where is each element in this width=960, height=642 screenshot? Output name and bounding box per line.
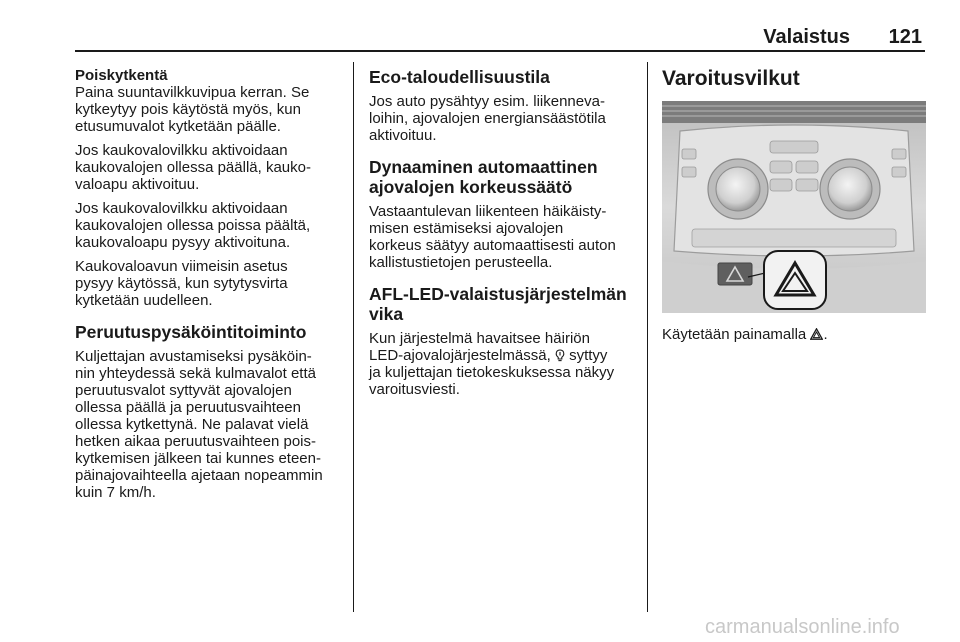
heading-afl-fault: AFL-LED-valaistusjärjestelmän vika: [369, 284, 627, 324]
paragraph-flash-on: Jos kaukovalovilkku aktivoidaan kaukovalojen ollessa päällä, kauko- valoapu aktivoituu.: [75, 142, 311, 193]
headlight-fault-icon: [555, 349, 565, 362]
column-divider-2: [647, 62, 648, 612]
paragraph-flash-off: Jos kaukovalovilkku aktivoidaan kaukovalojen ollessa poissa päältä, kaukovaloapu pysyy aktivoituna.: [75, 200, 311, 251]
hazard-caption: Käytetään painamalla .: [662, 326, 828, 343]
sub-heading-switch-off: Poiskytkentä: [75, 67, 168, 84]
header-rule: [75, 50, 925, 52]
heading-hazard-lights: Varoitusvilkut: [662, 67, 800, 90]
heading-dynamic-leveling: Dynaaminen automaattinen ajovalojen korkeussäätö: [369, 157, 598, 197]
paragraph-last-setting: Kaukovaloavun viimeisin asetus pysyy käytössä, kun sytytysvirta kytketään uudelleen.: [75, 258, 288, 309]
paragraph-indicator-lever: Paina suuntavilkkuvipua kerran. Se kytkeytyy pois käytöstä myös, kun etusumuvalot kytketään päälle.: [75, 84, 310, 135]
hazard-triangle-icon: [810, 328, 823, 340]
paragraph-eco-mode: Jos auto pysähtyy esim. liikenneva- loihin, ajovalojen energiansäästötila aktivoituu.: [369, 93, 606, 144]
watermark: carmanualsonline.info: [705, 616, 900, 638]
paragraph-afl-fault: Kun järjestelmä havaitsee häiriön LED-ajovalojärjestelmässä, syttyy ja kuljettajan tietokeskuksessa näkyy varoitusviesti.: [369, 330, 615, 398]
column-3: [662, 67, 926, 350]
section-title: Valaistus: [763, 26, 850, 48]
heading-reverse-parking: Peruutuspysäköintitoiminto: [75, 322, 307, 342]
column-divider-1: [353, 62, 354, 612]
paragraph-dynamic-leveling: Vastaantulevan liikenteen häikäisty- misen estämiseksi ajovalojen korkeus säätyy automaattisesti auton kallistustietojen perusteella.: [369, 203, 616, 271]
paragraph-reverse-parking: Kuljettajan avustamiseksi pysäköin- nin yhteydessä sekä kulmavalot että peruutusvalot syttyvät ajovalojen ollessa päällä ja peruutusvaihteen ollessa kytkettynä. Ne palavat vielä hetken aikaa peruutusvaihteen pois- kytkemisen jälkeen tai kunnes eteen- päinajovaihteella ajetaan nopeammin kuin 7 km/h.: [75, 348, 323, 501]
column-2: [369, 67, 637, 405]
column-1: [75, 67, 343, 508]
console-photo: [662, 101, 926, 313]
heading-eco-mode: Eco-taloudellisuustila: [369, 67, 550, 87]
page-number: 121: [888, 26, 922, 48]
